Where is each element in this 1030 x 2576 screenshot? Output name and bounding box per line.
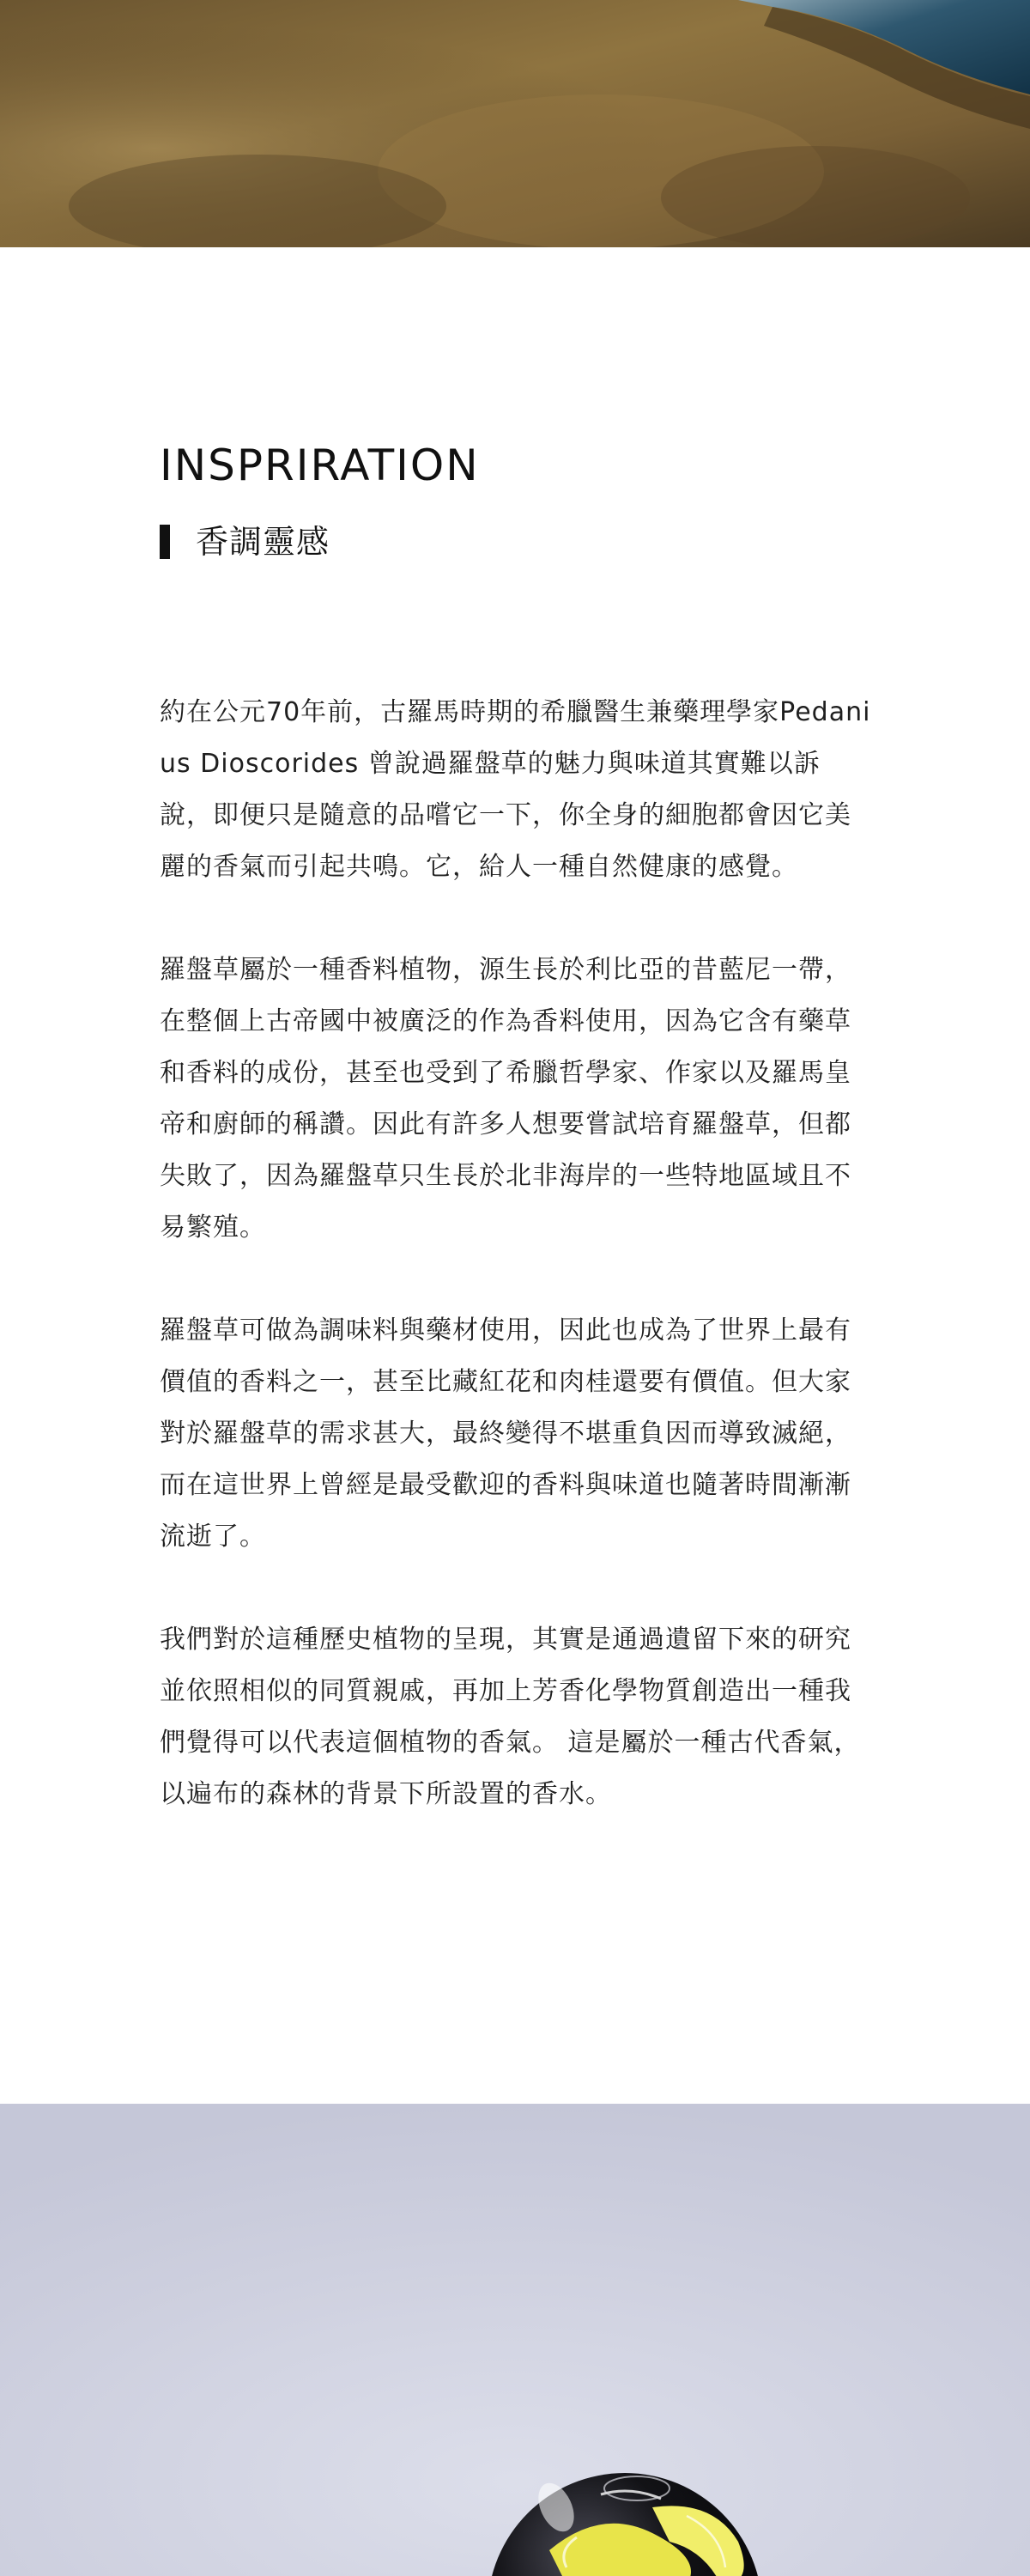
- body-text: [160, 687, 872, 1872]
- product-image-perfume: [0, 2104, 1030, 2576]
- inspiration-section: [160, 247, 872, 2104]
- hero-image-rock: [0, 0, 1030, 247]
- paragraph: 羅盤草屬於一種香料植物，源生長於利比亞的昔藍尼一帶，在整個上古帝國中被廣泛的作為香料使用，因為它含有藥草和香料的成份，甚至也受到了希臘哲學家、作家以及羅馬皇帝和廚師的稱讚。因此有許多人想要嘗試培育羅盤草，但都失敗了，因為羅盤草只生長於北非海岸的一些特地區域且不易繁殖。: [160, 955, 851, 1242]
- paragraph: 約在公元70年前，古羅馬時期的希臘醫生兼藥理學家Pedanius Dioscorides 曾說過羅盤草的魅力與味道其實難以訴說，即便只是隨意的品嚐它一下，你全身的細胞都會因它美麗的香氣而引起共鳴。它，給人一種自然健康的感覺。: [160, 697, 871, 882]
- paragraph: 我們對於這種歷史植物的呈現，其實是通過遺留下來的研究並依照相似的同質親戚，再加上芳香化學物質創造出一種我們覺得可以代表這個植物的香氣。 這是屬於一種古代香氣，以遍布的森林的背景下所設置的香水。: [160, 1625, 861, 1809]
- subtitle-text: 香調靈感: [196, 523, 330, 561]
- section-subtitle: [160, 520, 330, 563]
- section-eyebrow: INSPRIRATION: [160, 440, 480, 490]
- subtitle-bar-decoration: [160, 525, 170, 559]
- paragraph: 羅盤草可做為調味料與藥材使用，因此也成為了世界上最有價值的香料之一，甚至比藏紅花和肉桂還要有價值。但大家對於羅盤草的需求甚大，最終變得不堪重負因而導致滅絕，而在這世界上曾經是最受歡迎的香料與味道也隨著時間漸漸流逝了。: [160, 1315, 851, 1552]
